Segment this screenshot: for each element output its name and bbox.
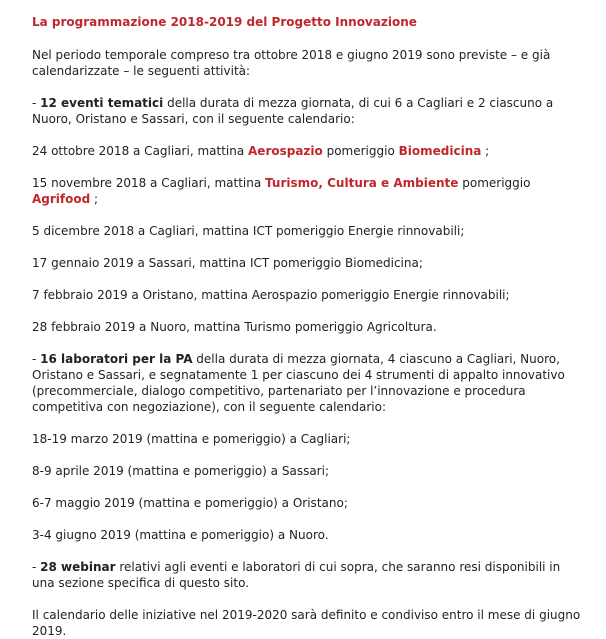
event-item-6: 28 febbraio 2019 a Nuoro, mattina Turismo pomeriggio Agricoltura. [32, 320, 437, 334]
events-paragraph [32, 95, 586, 127]
event-2-text-mid: pomeriggio [458, 176, 531, 190]
lab-item-4: 3-4 giugno 2019 (mattina e pomeriggio) a Nuoro. [32, 528, 329, 542]
event-item-4: 17 gennaio 2019 a Sassari, mattina ICT pomeriggio Biomedicina; [32, 256, 423, 270]
event-2-text-end: ; [90, 192, 99, 206]
event-1-text: 24 ottobre 2018 a Cagliari, mattina [32, 144, 249, 158]
closing-paragraph: Il calendario delle iniziative nel 2019-2020 sarà definito e condiviso entro il mese di giugno 2019. [32, 608, 581, 638]
webinar-heading: 28 webinar [40, 560, 116, 574]
intro-paragraph: Nel periodo temporale compreso tra ottobre 2018 e giugno 2019 sono previste – e già calendarizzate – le seguenti attività: [32, 48, 551, 78]
labs-paragraph [32, 351, 586, 415]
lab-item-1: 18-19 marzo 2019 (mattina e pomeriggio) a Cagliari; [32, 432, 351, 446]
labs-heading: 16 laboratori per la PA [40, 352, 193, 366]
webinar-prefix: - [32, 560, 41, 574]
page-title: La programmazione 2018-2019 del Progetto Innovazione [32, 15, 417, 29]
events-heading: 12 eventi tematici [40, 96, 164, 110]
lab-item-2: 8-9 aprile 2019 (mattina e pomeriggio) a Sassari; [32, 464, 329, 478]
event-item-1 [32, 143, 586, 159]
event-1-text-mid: pomeriggio [322, 144, 399, 158]
lab-item-3: 6-7 maggio 2019 (mattina e pomeriggio) a Oristano; [32, 496, 348, 510]
event-1-text-end: ; [481, 144, 490, 158]
labs-prefix: - [32, 352, 41, 366]
webinar-paragraph [32, 559, 586, 591]
event-item-2 [32, 175, 586, 207]
event-item-5: 7 febbraio 2019 a Oristano, mattina Aerospazio pomeriggio Energie rinnovabili; [32, 288, 510, 302]
event-item-3: 5 dicembre 2018 a Cagliari, mattina ICT pomeriggio Energie rinnovabili; [32, 224, 465, 238]
event-2-theme-afternoon: Agrifood [32, 192, 91, 206]
event-2-theme-morning: Turismo, Cultura e Ambiente [265, 176, 459, 190]
events-prefix: - [32, 96, 41, 110]
event-1-theme-afternoon: Biomedicina [398, 144, 482, 158]
event-2-text: 15 novembre 2018 a Cagliari, mattina [32, 176, 266, 190]
events-description: della durata di mezza giornata, di cui 6 a Cagliari e 2 ciascuno a Nuoro, Oristano e Sassari, con il seguente calendario: [32, 96, 554, 126]
webinar-description: relativi agli eventi e laboratori di cui sopra, che saranno resi disponibili in una sezione specifica di questo sito. [32, 560, 561, 590]
event-1-theme-morning: Aerospazio [248, 144, 323, 158]
labs-description: della durata di mezza giornata, 4 ciascuno a Cagliari, Nuoro, Oristano e Sassari, e segnatamente 1 per ciascuno dei 4 strumenti di appalto innovativo (precommerciale, dialogo competitivo, partenariato per l’innovazione e procedura competitiva con negoziazione), con il seguente calendario: [32, 352, 565, 414]
